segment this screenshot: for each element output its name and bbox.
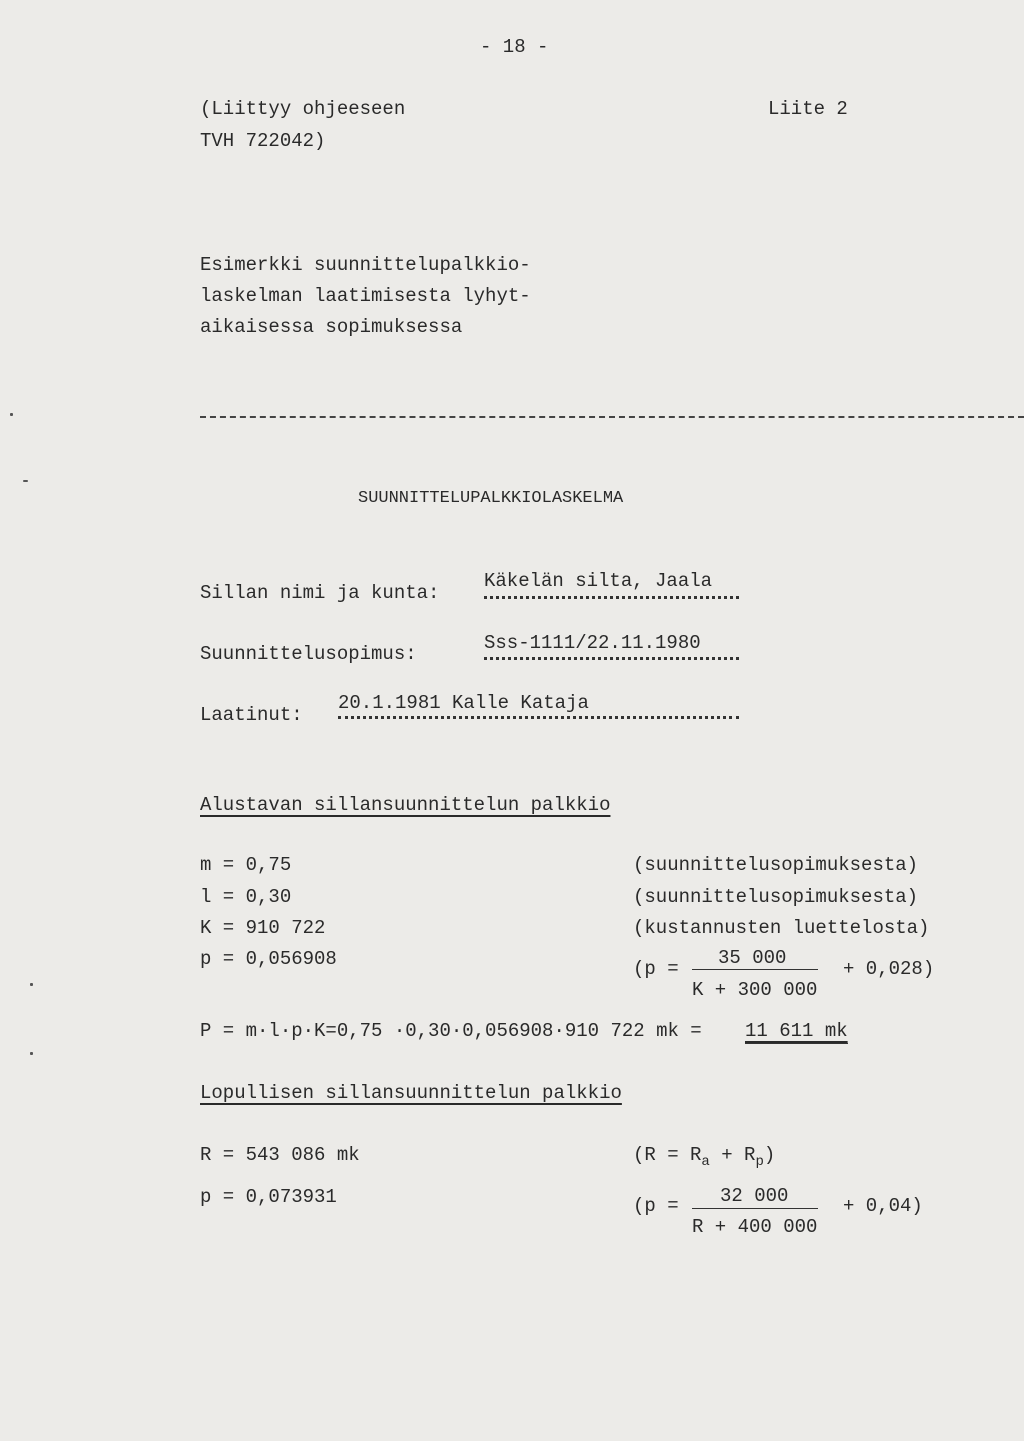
intro-line-2: laskelman laatimisesta lyhyt- — [200, 285, 531, 307]
made-by-dotted-line — [338, 716, 739, 719]
reference-line-2: TVH 722042) — [200, 130, 326, 152]
p-formula-suffix: + 0,028) — [843, 958, 935, 980]
bridge-label: Sillan nimi ja kunta: — [200, 582, 440, 604]
var-l: l = 0,30 — [200, 886, 292, 908]
var-m: m = 0,75 — [200, 854, 292, 876]
made-by-label: Laatinut: — [200, 704, 303, 726]
scan-speck — [30, 1052, 33, 1055]
fee-result — [745, 1022, 848, 1044]
made-by-value: 20.1.1981 Kalle Kataja — [338, 692, 589, 714]
form-title: SUUNNITTELUPALKKIOLASKELMA — [358, 489, 624, 508]
var-p-final: p = 0,073931 — [200, 1186, 337, 1208]
fee-result-value: 11 611 mk — [745, 1020, 848, 1042]
var-r: R = 543 086 mk — [200, 1144, 360, 1166]
r-formula: $(R = R_a + R_p)$ — [633, 1144, 776, 1170]
final-heading: Lopullisen sillansuunnittelun palkkio — [200, 1082, 622, 1104]
contract-label: Suunnittelusopimus: — [200, 643, 417, 665]
p-formula-denominator: K + 300 000 — [692, 979, 818, 1001]
var-k-note: (kustannusten luettelosta) — [633, 917, 930, 939]
p-final-fraction-bar — [692, 1208, 818, 1209]
p-formula-prefix: (p = — [633, 958, 679, 980]
appendix-label: Liite 2 — [768, 98, 848, 120]
bridge-value: Käkelän silta, Jaala — [484, 570, 713, 592]
fee-calculation: P = m·l·p·K=0,75 ·0,30·0,056908·910 722 mk = — [200, 1020, 702, 1042]
contract-dotted-line — [484, 657, 739, 660]
intro-line-1: Esimerkki suunnittelupalkkio- — [200, 254, 531, 276]
preliminary-heading: Alustavan sillansuunnittelun palkkio — [200, 794, 611, 816]
p-formula-fraction-bar — [692, 969, 818, 970]
p-final-formula-numerator: 32 000 — [720, 1185, 789, 1207]
var-p: p = 0,056908 — [200, 948, 337, 970]
intro-line-3: aikaisessa sopimuksessa — [200, 316, 463, 338]
reference-line-1: (Liittyy ohjeeseen — [200, 98, 406, 120]
scan-speck — [30, 983, 33, 986]
dashed-separator — [200, 416, 1024, 418]
bridge-dotted-line — [484, 596, 739, 599]
p-formula-numerator: 35 000 — [718, 947, 787, 969]
p-final-formula-prefix: (p = — [633, 1195, 679, 1217]
page-number: - 18 - — [480, 36, 549, 58]
contract-value: Sss-1111/22.11.1980 — [484, 632, 701, 654]
scan-speck — [10, 413, 13, 416]
scan-speck — [23, 480, 28, 482]
p-final-formula-suffix: + 0,04) — [843, 1195, 923, 1217]
p-final-formula-denominator: R + 400 000 — [692, 1216, 818, 1238]
var-k: K = 910 722 — [200, 917, 326, 939]
var-l-note: (suunnittelusopimuksesta) — [633, 886, 919, 908]
var-m-note: (suunnittelusopimuksesta) — [633, 854, 919, 876]
